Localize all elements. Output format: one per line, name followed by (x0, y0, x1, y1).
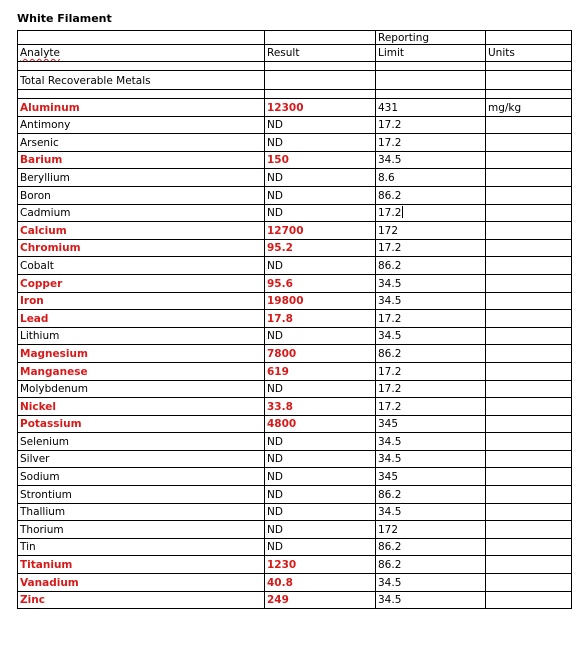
cell-limit[interactable]: 34.5 (376, 433, 486, 451)
cell-limit[interactable]: 17.2 (376, 380, 486, 398)
cell-limit[interactable]: 17.2 (376, 398, 486, 416)
cell-units[interactable] (486, 186, 572, 204)
cell-units[interactable] (486, 274, 572, 292)
cell-limit[interactable]: 17.2 (376, 362, 486, 380)
cell-result[interactable]: ND (265, 204, 376, 222)
cell-result[interactable]: 150 (265, 151, 376, 169)
cell-analyte[interactable]: Thorium (18, 521, 265, 539)
table-row (18, 274, 572, 292)
cell-analyte[interactable]: Copper (18, 274, 265, 292)
cell-analyte[interactable]: Tin (18, 538, 265, 556)
cell-limit[interactable]: 86.2 (376, 257, 486, 275)
cell-analyte[interactable]: Manganese (18, 362, 265, 380)
table-row (18, 310, 572, 328)
empty-cell[interactable] (265, 62, 376, 71)
table-row (18, 486, 572, 504)
cell-units[interactable] (486, 169, 572, 187)
table-row (18, 521, 572, 539)
empty-cell[interactable] (18, 62, 265, 71)
cell-analyte[interactable]: Barium (18, 151, 265, 169)
cell-result[interactable]: 12300 (265, 99, 376, 117)
cell-units[interactable] (486, 362, 572, 380)
cell-units[interactable] (486, 503, 572, 521)
table-row (18, 362, 572, 380)
cell-result[interactable]: 33.8 (265, 398, 376, 416)
cell-units[interactable] (486, 327, 572, 345)
table-row (18, 380, 572, 398)
header-analyte[interactable] (18, 45, 265, 62)
cell-units[interactable] (486, 574, 572, 592)
cell-analyte[interactable]: Magnesium (18, 345, 265, 363)
cell-limit[interactable]: 345 (376, 468, 486, 486)
empty-cell[interactable] (486, 62, 572, 71)
cell-units[interactable] (486, 450, 572, 468)
cell-analyte[interactable]: Aluminum (18, 99, 265, 117)
header-row-top (18, 31, 572, 45)
cell-analyte[interactable]: Boron (18, 186, 265, 204)
table-row (18, 204, 572, 222)
table-row (18, 222, 572, 240)
cell-analyte[interactable]: Selenium (18, 433, 265, 451)
cell-result[interactable]: ND (265, 116, 376, 134)
cell-analyte[interactable]: Cobalt (18, 257, 265, 275)
header-row (18, 45, 572, 62)
cell-units[interactable] (486, 521, 572, 539)
cell-limit[interactable]: 17.2 (376, 134, 486, 152)
table-row (18, 503, 572, 521)
cell-result[interactable]: ND (265, 433, 376, 451)
table-row (18, 415, 572, 433)
empty-cell[interactable] (376, 90, 486, 99)
table-row (18, 257, 572, 275)
section-label[interactable]: Total Recoverable Metals (18, 71, 265, 90)
cell-result[interactable]: ND (265, 521, 376, 539)
cell-limit[interactable]: 34.5 (376, 292, 486, 310)
empty-cell[interactable] (265, 71, 376, 90)
cell-result[interactable]: 1230 (265, 556, 376, 574)
cell-units[interactable] (486, 292, 572, 310)
table-row (18, 169, 572, 187)
cell-units[interactable] (486, 433, 572, 451)
empty-cell[interactable] (376, 71, 486, 90)
cell-analyte[interactable]: Sodium (18, 468, 265, 486)
cell-units[interactable] (486, 380, 572, 398)
table-row (18, 538, 572, 556)
empty-cell[interactable] (486, 90, 572, 99)
cell-limit[interactable]: 86.2 (376, 486, 486, 504)
cell-units[interactable] (486, 486, 572, 504)
cell-units[interactable] (486, 116, 572, 134)
cell-units[interactable] (486, 556, 572, 574)
spacer-row (18, 62, 572, 71)
cell-result[interactable]: 7800 (265, 345, 376, 363)
table-row (18, 292, 572, 310)
cell-analyte[interactable]: Lithium (18, 327, 265, 345)
cell-units[interactable] (486, 151, 572, 169)
cell-limit[interactable]: 34.5 (376, 503, 486, 521)
table-row (18, 574, 572, 592)
table-row (18, 116, 572, 134)
cell-analyte[interactable]: Potassium (18, 415, 265, 433)
empty-cell[interactable] (18, 90, 265, 99)
table-row (18, 433, 572, 451)
cell-result[interactable]: ND (265, 468, 376, 486)
cell-limit[interactable]: 34.5 (376, 450, 486, 468)
cell-analyte[interactable]: Silver (18, 450, 265, 468)
cell-limit[interactable]: 17.2 (376, 204, 486, 222)
section-row (18, 71, 572, 90)
cell-units[interactable] (486, 239, 572, 257)
cell-result[interactable]: ND (265, 450, 376, 468)
header-units[interactable]: Units (486, 45, 572, 62)
cell-limit[interactable]: 86.2 (376, 345, 486, 363)
cell-result[interactable]: 4800 (265, 415, 376, 433)
cell-units[interactable] (486, 345, 572, 363)
cell-limit[interactable]: 86.2 (376, 538, 486, 556)
cell-units[interactable]: mg/kg (486, 99, 572, 117)
metals-table (17, 30, 572, 609)
cell-limit[interactable]: 34.5 (376, 151, 486, 169)
cell-analyte[interactable]: Calcium (18, 222, 265, 240)
cell-limit[interactable]: 34.5 (376, 591, 486, 609)
cell-analyte[interactable]: Strontium (18, 486, 265, 504)
table-row (18, 99, 572, 117)
cell-units[interactable] (486, 134, 572, 152)
cell-units[interactable] (486, 257, 572, 275)
header-reporting-top[interactable]: Reporting (376, 31, 486, 45)
cell-analyte[interactable]: Beryllium (18, 169, 265, 187)
cell-result[interactable]: 95.6 (265, 274, 376, 292)
cell-limit[interactable]: 8.6 (376, 169, 486, 187)
cell-result[interactable]: 12700 (265, 222, 376, 240)
cell-limit[interactable]: 86.2 (376, 186, 486, 204)
cell-result[interactable]: 40.8 (265, 574, 376, 592)
cell-analyte[interactable]: Thallium (18, 503, 265, 521)
table-row (18, 134, 572, 152)
cell-units[interactable] (486, 538, 572, 556)
cell-units[interactable] (486, 591, 572, 609)
cell-analyte[interactable]: Lead (18, 310, 265, 328)
cell-limit[interactable]: 34.5 (376, 574, 486, 592)
cell-units[interactable] (486, 204, 572, 222)
table-row (18, 398, 572, 416)
cell-limit[interactable]: 172 (376, 222, 486, 240)
cell-limit[interactable]: 17.2 (376, 239, 486, 257)
table-row (18, 327, 572, 345)
cell-result[interactable]: 19800 (265, 292, 376, 310)
cell-result[interactable]: ND (265, 538, 376, 556)
cell-analyte[interactable]: Iron (18, 292, 265, 310)
cell-limit[interactable]: 431 (376, 99, 486, 117)
cell-analyte[interactable]: Molybdenum (18, 380, 265, 398)
cell-analyte[interactable]: Arsenic (18, 134, 265, 152)
cell-result[interactable]: ND (265, 186, 376, 204)
cell-result[interactable]: 17.8 (265, 310, 376, 328)
header-cell-empty[interactable] (265, 31, 376, 45)
empty-cell[interactable] (376, 62, 486, 71)
cell-units[interactable] (486, 222, 572, 240)
cell-result[interactable]: ND (265, 327, 376, 345)
table-row (18, 591, 572, 609)
cell-analyte[interactable]: Cadmium (18, 204, 265, 222)
table-row (18, 450, 572, 468)
empty-cell[interactable] (265, 90, 376, 99)
text-cursor (402, 206, 403, 218)
header-result[interactable]: Result (265, 45, 376, 62)
cell-limit[interactable]: 86.2 (376, 556, 486, 574)
cell-units[interactable] (486, 398, 572, 416)
empty-cell[interactable] (486, 71, 572, 90)
cell-analyte[interactable]: Vanadium (18, 574, 265, 592)
cell-result[interactable]: 249 (265, 591, 376, 609)
cell-units[interactable] (486, 310, 572, 328)
table-row (18, 556, 572, 574)
spacer-row (18, 90, 572, 99)
cell-limit[interactable]: 345 (376, 415, 486, 433)
cell-analyte[interactable]: Zinc (18, 591, 265, 609)
table-row (18, 186, 572, 204)
cell-analyte[interactable]: Titanium (18, 556, 265, 574)
cell-analyte[interactable]: Antimony (18, 116, 265, 134)
header-reporting-limit[interactable]: Limit (376, 45, 486, 62)
cell-units[interactable] (486, 468, 572, 486)
table-row (18, 468, 572, 486)
cell-result[interactable]: 619 (265, 362, 376, 380)
cell-limit[interactable]: 17.2 (376, 116, 486, 134)
cell-limit[interactable]: 34.5 (376, 274, 486, 292)
cell-result[interactable]: 95.2 (265, 239, 376, 257)
cell-result[interactable]: ND (265, 257, 376, 275)
table-row (18, 151, 572, 169)
cell-result[interactable]: ND (265, 169, 376, 187)
cell-limit[interactable]: 172 (376, 521, 486, 539)
document-title: White Filament (17, 12, 112, 25)
header-cell-empty[interactable] (18, 31, 265, 45)
table-row (18, 345, 572, 363)
cell-analyte[interactable]: Nickel (18, 398, 265, 416)
cell-analyte[interactable]: Chromium (18, 239, 265, 257)
cell-units[interactable] (486, 415, 572, 433)
table-row (18, 239, 572, 257)
cell-limit[interactable]: 17.2 (376, 310, 486, 328)
cell-result[interactable]: ND (265, 503, 376, 521)
cell-limit[interactable]: 34.5 (376, 327, 486, 345)
cell-result[interactable]: ND (265, 134, 376, 152)
header-cell-empty[interactable] (486, 31, 572, 45)
header-analyte-text: Analyte (20, 47, 60, 59)
cell-result[interactable]: ND (265, 486, 376, 504)
cell-result[interactable]: ND (265, 380, 376, 398)
